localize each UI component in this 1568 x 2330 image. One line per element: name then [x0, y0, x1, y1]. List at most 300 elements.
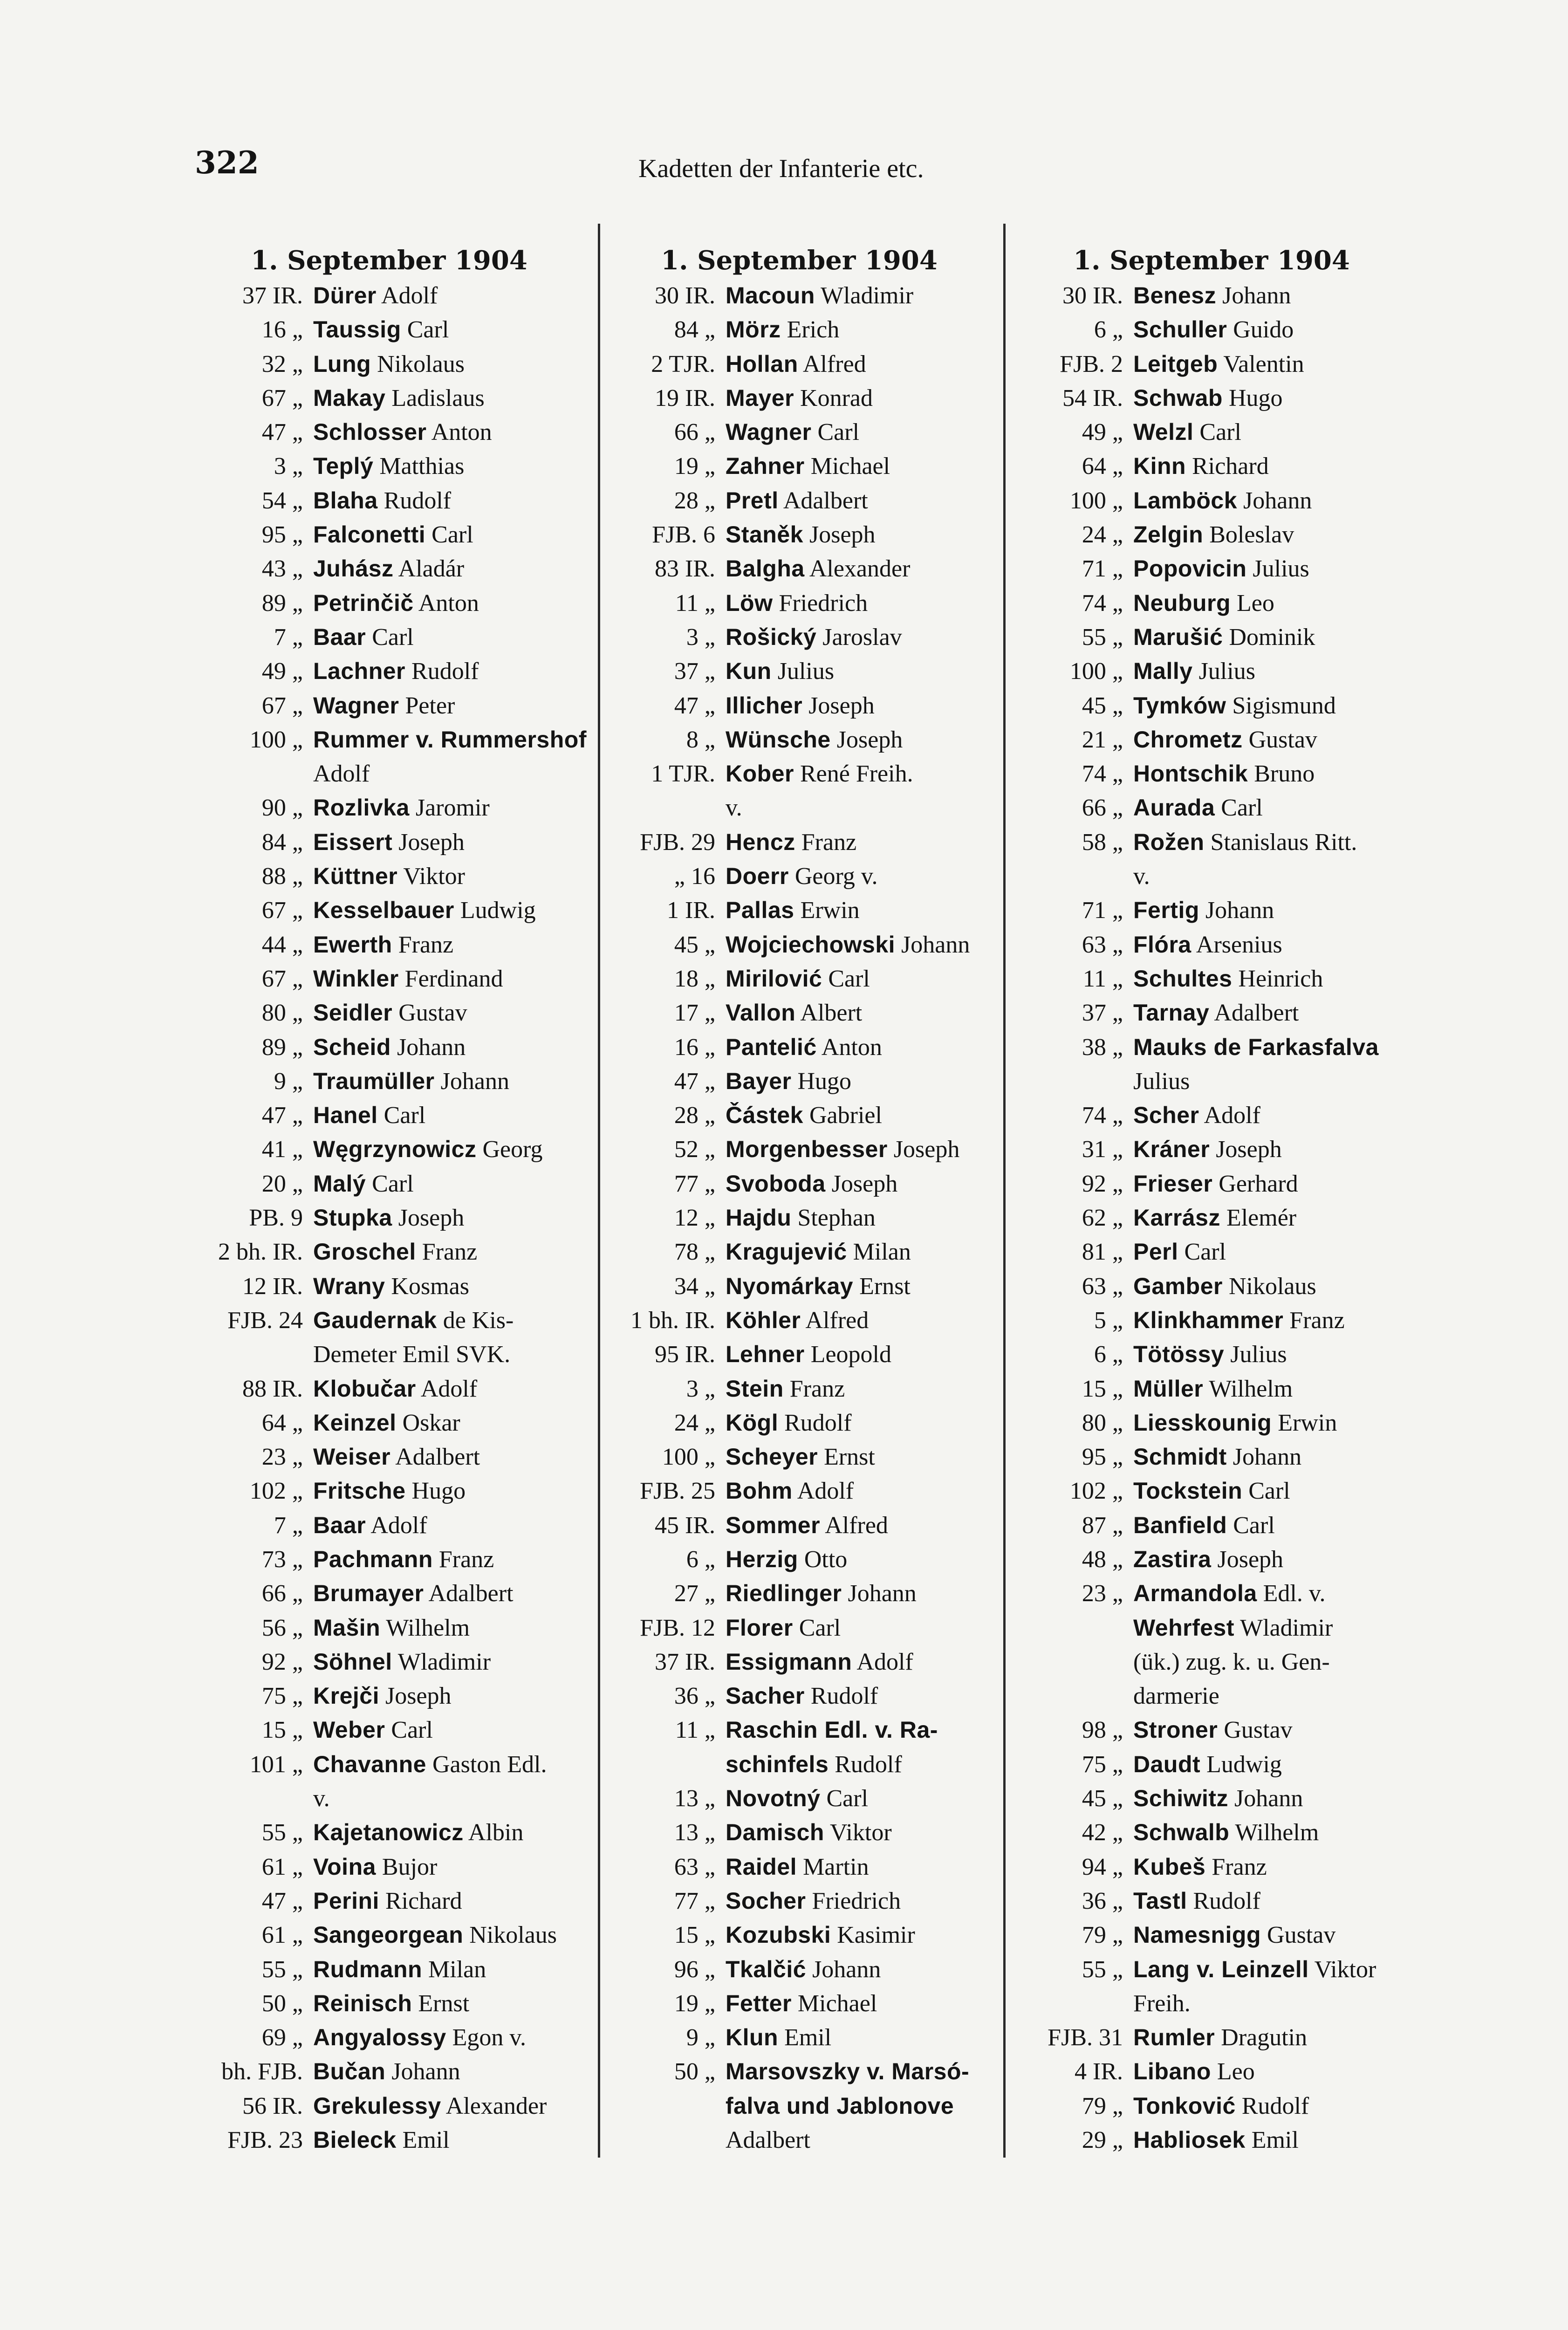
surname: Pantelić	[726, 1034, 817, 1060]
regiment-designation: 37 „	[1082, 1000, 1123, 1027]
roster-entry	[186, 757, 592, 791]
cadet-name	[1133, 1576, 1417, 1610]
cadet-name	[1133, 1474, 1417, 1508]
regiment-designation: 41 „	[261, 1136, 303, 1163]
regiment-designation: 11 „	[1082, 965, 1123, 992]
surname: Malý	[313, 1170, 366, 1197]
given-name: Rudolf	[835, 1751, 902, 1778]
regiment-designation: 11 „	[675, 1717, 715, 1744]
regiment-designation: 61 „	[261, 1922, 303, 1949]
cadet-name	[726, 654, 1000, 688]
surname: Sommer	[726, 1512, 821, 1538]
cadet-name	[313, 1953, 592, 1987]
regiment-designation: 79 „	[1082, 1922, 1123, 1949]
surname: Lung	[313, 350, 371, 377]
regiment-designation: 100 „	[662, 1444, 715, 1471]
given-name: Carl	[1199, 419, 1241, 446]
given-name: Edl. v.	[1263, 1580, 1326, 1607]
given-name: Johann	[391, 2058, 460, 2085]
cadet-name	[313, 1987, 592, 2021]
given-name: Adolf	[420, 1375, 478, 1402]
cadet-name	[726, 757, 1000, 791]
regiment-designation: 89 „	[261, 1034, 303, 1061]
given-name: v.	[313, 1785, 330, 1812]
cadet-name	[313, 1884, 592, 1918]
surname: Částek	[726, 1102, 803, 1129]
cadet-name	[726, 1542, 1000, 1576]
roster-entry	[1007, 552, 1417, 586]
surname: Pallas	[726, 897, 794, 924]
roster-entry	[186, 825, 592, 859]
cadet-name	[726, 1576, 1000, 1610]
cadet-name	[726, 518, 1000, 552]
given-name: Hugo	[797, 1068, 852, 1095]
regiment-designation: 47 „	[261, 1887, 303, 1914]
regiment-designation: 28 „	[674, 487, 715, 514]
cadet-name	[1133, 689, 1417, 723]
cadet-name	[726, 2123, 1000, 2157]
regiment-designation: FJB. 23	[227, 2127, 303, 2154]
given-name: Emil	[784, 2024, 832, 2051]
surname: Brumayer	[313, 1580, 424, 1607]
regiment-designation: 31 „	[1082, 1136, 1123, 1163]
cadet-name	[313, 996, 592, 1030]
regiment-designation: 88 „	[261, 863, 303, 890]
given-name: Julius	[1198, 658, 1255, 685]
cadet-name	[726, 689, 1000, 723]
regiment-designation: 2 bh. IR.	[218, 1239, 303, 1266]
roster-entry	[1007, 1816, 1417, 1850]
regiment-designation: 77 „	[674, 1887, 715, 1914]
given-name: Stanislaus Ritt.	[1210, 829, 1357, 856]
roster-entry	[186, 1337, 592, 1371]
given-name: Carl	[431, 521, 473, 548]
surname: Flóra	[1133, 931, 1191, 958]
cadet-name	[726, 1337, 1000, 1371]
roster-entry	[1007, 2055, 1417, 2089]
cadet-name	[313, 859, 592, 893]
given-name: Rudolf	[1241, 2092, 1309, 2119]
cadet-name	[726, 1850, 1000, 1884]
regiment-designation: 64 „	[1082, 453, 1123, 480]
roster-entry	[1007, 1645, 1417, 1679]
regiment-designation: 44 „	[261, 931, 303, 958]
given-name: Adolf	[856, 1648, 913, 1675]
cadet-name	[313, 279, 592, 313]
regiment-designation: 89 „	[261, 589, 303, 617]
regiment-designation: 19 „	[674, 453, 715, 480]
given-name: Joseph	[1216, 1136, 1282, 1163]
given-name: Rudolf	[784, 1409, 852, 1436]
cadet-name	[726, 347, 1000, 381]
surname: Chavanne	[313, 1751, 426, 1777]
surname: Kragujević	[726, 1239, 847, 1265]
column-heading: 1. September 1904	[661, 245, 938, 276]
cadet-name	[313, 313, 592, 347]
roster-entry	[186, 279, 592, 313]
given-name: Alfred	[805, 1307, 869, 1334]
roster-entry	[599, 2123, 1000, 2157]
surname: Rozlivka	[313, 795, 410, 821]
surname: Wagner	[726, 419, 812, 445]
cadet-name	[1133, 381, 1417, 415]
given-name: Carl	[828, 965, 870, 992]
roster-entry	[186, 1508, 592, 1542]
given-name: Ernst	[418, 1990, 470, 2017]
given-name: Albert	[800, 1000, 863, 1027]
given-name: Carl	[407, 316, 449, 343]
cadet-name	[726, 1064, 1000, 1098]
cadet-name	[1133, 893, 1417, 927]
regiment-designation: 78 „	[674, 1239, 715, 1266]
cadet-name	[726, 723, 1000, 757]
given-name: Johann	[440, 1068, 509, 1095]
cadet-name	[1133, 1337, 1417, 1371]
roster-entry	[599, 1337, 1000, 1371]
given-name: Joseph	[398, 829, 465, 856]
regiment-designation: 45 „	[674, 931, 715, 958]
surname: Groschel	[313, 1239, 416, 1265]
given-name: Johann	[1234, 1785, 1303, 1812]
roster-entry	[186, 1576, 592, 1610]
cadet-name	[313, 1713, 592, 1747]
roster-entry	[186, 996, 592, 1030]
roster-entry	[1007, 1406, 1417, 1440]
roster-entry	[599, 1235, 1000, 1269]
regiment-designation: 88 IR.	[242, 1375, 303, 1402]
roster-entry	[1007, 1064, 1417, 1098]
cadet-name	[1133, 1269, 1417, 1303]
cadet-name	[1133, 1132, 1417, 1166]
surname: Juhász	[313, 555, 394, 582]
roster-entry	[599, 1167, 1000, 1201]
surname: Gamber	[1133, 1273, 1223, 1299]
roster-entry	[1007, 1303, 1417, 1337]
regiment-designation: 7 „	[274, 1512, 303, 1539]
roster-list	[1007, 279, 1417, 2157]
cadet-name	[313, 1064, 592, 1098]
cadet-name	[313, 586, 592, 620]
given-name: Carl	[383, 1102, 426, 1129]
cadet-name	[313, 1474, 592, 1508]
regiment-designation: 66 „	[261, 1580, 303, 1607]
surname: Tarnay	[1133, 1000, 1210, 1026]
given-name: Stephan	[797, 1205, 876, 1232]
roster-entry	[599, 1542, 1000, 1576]
roster-entry	[1007, 586, 1417, 620]
regiment-designation: 67 „	[261, 384, 303, 411]
given-name: Joseph	[893, 1136, 960, 1163]
given-name: Johann	[1205, 897, 1274, 924]
roster-entry	[599, 552, 1000, 586]
roster-entry	[599, 1474, 1000, 1508]
roster-entry	[186, 2021, 592, 2055]
cadet-name	[1133, 757, 1417, 791]
column-separator	[1003, 224, 1006, 2158]
roster-entry	[186, 1953, 592, 1987]
surname: Staněk	[726, 521, 803, 548]
roster-entry	[186, 2089, 592, 2123]
surname: Kráner	[1133, 1136, 1210, 1163]
roster-entry	[599, 1782, 1000, 1816]
roster-entry	[186, 928, 592, 962]
surname: Habliosek	[1133, 2127, 1246, 2153]
cadet-name	[313, 381, 592, 415]
regiment-designation: 73 „	[261, 1546, 303, 1573]
roster-entry	[599, 962, 1000, 996]
roster-entry	[1007, 415, 1417, 449]
roster-entry	[599, 1850, 1000, 1884]
given-name: Joseph	[808, 692, 875, 719]
cadet-name	[726, 2055, 1000, 2089]
regiment-designation: PB. 9	[249, 1205, 303, 1232]
surname: Illicher	[726, 692, 803, 719]
page-number: 322	[195, 144, 259, 181]
given-name: Emil	[1251, 2127, 1299, 2154]
surname: Fetter	[726, 1990, 792, 2016]
roster-entry	[186, 1987, 592, 2021]
regiment-designation: 83 IR.	[655, 555, 715, 582]
given-name: Julius	[777, 658, 835, 685]
roster-entry	[186, 1542, 592, 1576]
roster-entry	[599, 381, 1000, 415]
regiment-designation: 13 „	[674, 1785, 715, 1812]
regiment-designation: 100 „	[1069, 658, 1123, 685]
cadet-name	[726, 1269, 1000, 1303]
cadet-name	[1133, 2089, 1417, 2123]
regiment-designation: 45 „	[1082, 692, 1123, 719]
regiment-designation: 19 „	[674, 1990, 715, 2017]
roster-entry	[186, 552, 592, 586]
cadet-name	[1133, 825, 1417, 859]
surname: Schmidt	[1133, 1444, 1227, 1470]
given-name: Nikolaus	[469, 1922, 557, 1949]
roster-entry	[1007, 723, 1417, 757]
roster-entry	[186, 723, 592, 757]
roster-entry	[599, 996, 1000, 1030]
regiment-designation: 92 „	[261, 1648, 303, 1675]
given-name: Joseph	[831, 1170, 898, 1197]
regiment-designation: 24 „	[674, 1409, 715, 1436]
given-name: Nikolaus	[377, 350, 465, 377]
roster-entry	[1007, 1884, 1417, 1918]
surname: Lehner	[726, 1341, 805, 1368]
regiment-designation: 81 „	[1082, 1239, 1123, 1266]
surname: Blaha	[313, 487, 378, 514]
given-name: Gerhard	[1219, 1170, 1298, 1197]
regiment-designation: 2 TJR.	[651, 350, 715, 377]
surname: Raidel	[726, 1853, 797, 1880]
cadet-name	[313, 1303, 592, 1337]
cadet-name	[1133, 449, 1417, 483]
surname: Schlosser	[313, 419, 427, 445]
roster-entry	[186, 2055, 592, 2089]
roster-entry	[599, 586, 1000, 620]
cadet-name	[726, 1303, 1000, 1337]
cadet-name	[726, 2089, 1000, 2123]
regiment-designation: 7 „	[274, 624, 303, 651]
cadet-name	[726, 859, 1000, 893]
surname: Schwab	[1133, 384, 1223, 411]
surname: Rumler	[1133, 2024, 1215, 2051]
regiment-designation: 63 „	[674, 1853, 715, 1880]
regiment-designation: 77 „	[674, 1170, 715, 1197]
given-name: Kasimir	[837, 1922, 915, 1949]
given-name: Hugo	[411, 1478, 466, 1505]
roster-entry	[1007, 2021, 1417, 2055]
surname: Vallon	[726, 1000, 796, 1026]
roster-entry	[1007, 1372, 1417, 1406]
surname: Zelgin	[1133, 521, 1204, 548]
cadet-name	[1133, 791, 1417, 825]
cadet-name	[726, 1372, 1000, 1406]
cadet-name	[313, 825, 592, 859]
given-name: Johann	[1243, 487, 1312, 514]
roster-entry	[599, 723, 1000, 757]
roster-entry	[186, 1303, 592, 1337]
roster-entry	[1007, 928, 1417, 962]
given-name: Franz	[1212, 1853, 1267, 1880]
given-name: Rudolf	[1193, 1887, 1260, 1914]
cadet-name	[313, 1748, 592, 1782]
regiment-designation: 3 „	[274, 453, 303, 480]
given-name: Albin	[468, 1819, 524, 1846]
given-name: Wladimir	[820, 282, 914, 309]
surname: Klobučar	[313, 1375, 416, 1402]
regiment-designation: 18 „	[674, 965, 715, 992]
given-name: Carl	[826, 1785, 869, 1812]
surname: Mörz	[726, 316, 781, 343]
roster-entry	[1007, 825, 1417, 859]
cadet-name	[726, 2021, 1000, 2055]
surname: Nyomárkay	[726, 1273, 854, 1299]
column-3	[1007, 242, 1417, 2157]
cadet-name	[313, 347, 592, 381]
roster-entry	[186, 962, 592, 996]
given-name: Anton	[821, 1034, 882, 1061]
given-name: Johann	[1222, 282, 1291, 309]
surname: Benesz	[1133, 282, 1217, 308]
given-name: Hugo	[1228, 384, 1283, 411]
given-name: Adolf	[313, 761, 370, 788]
cadet-name	[313, 518, 592, 552]
roster-entry	[186, 620, 592, 654]
roster-entry	[186, 1645, 592, 1679]
regiment-designation: 75 „	[1082, 1751, 1123, 1778]
regiment-designation: 16 „	[261, 316, 303, 343]
regiment-designation: 80 „	[261, 1000, 303, 1027]
cadet-name	[726, 1132, 1000, 1166]
roster-entry	[599, 1645, 1000, 1679]
roster-entry	[599, 1679, 1000, 1713]
cadet-name	[313, 620, 592, 654]
surname: Winkler	[313, 965, 399, 992]
regiment-designation: 67 „	[261, 897, 303, 924]
roster-entry	[1007, 1269, 1417, 1303]
roster-entry	[1007, 1782, 1417, 1816]
cadet-name	[726, 1098, 1000, 1132]
surname: Mally	[1133, 658, 1193, 685]
roster-entry	[599, 2055, 1000, 2089]
cadet-name	[313, 928, 592, 962]
regiment-designation: 3 „	[686, 1375, 715, 1402]
given-name: Erwin	[1278, 1409, 1337, 1436]
roster-entry	[1007, 381, 1417, 415]
roster-entry	[599, 1064, 1000, 1098]
surname: Teplý	[313, 453, 374, 480]
regiment-designation: FJB. 29	[640, 829, 715, 856]
cadet-name	[726, 1782, 1000, 1816]
surname: Kinn	[1133, 453, 1186, 480]
cadet-name	[1133, 1884, 1417, 1918]
cadet-name	[1133, 1201, 1417, 1235]
given-name: Michael	[797, 1990, 877, 2017]
surname: Leitgeb	[1133, 350, 1218, 377]
cadet-name	[726, 1611, 1000, 1645]
regiment-designation: 42 „	[1082, 1819, 1123, 1846]
roster-entry	[599, 1030, 1000, 1064]
given-name: Viktor	[830, 1819, 892, 1846]
given-name: Joseph	[1217, 1546, 1284, 1573]
surname: Libano	[1133, 2058, 1211, 2085]
given-name: Joseph	[809, 521, 876, 548]
given-name: Aladár	[398, 555, 465, 582]
roster-entry	[599, 893, 1000, 927]
roster-entry	[186, 1713, 592, 1747]
given-name: Gustav	[398, 1000, 467, 1027]
roster-entry	[186, 347, 592, 381]
regiment-designation: bh. FJB.	[221, 2058, 303, 2085]
surname: Mirilović	[726, 965, 822, 992]
roster-entry	[599, 1884, 1000, 1918]
surname: Seidler	[313, 1000, 393, 1026]
cadet-name	[1133, 1167, 1417, 1201]
given-name: Rudolf	[411, 658, 479, 685]
cadet-name	[726, 1713, 1000, 1747]
cadet-name	[726, 1235, 1000, 1269]
given-name: Matthias	[379, 453, 465, 480]
cadet-name	[313, 1201, 592, 1235]
roster-entry	[186, 1132, 592, 1166]
roster-entry	[186, 1782, 592, 1816]
cadet-name	[726, 1748, 1000, 1782]
cadet-name	[1133, 1406, 1417, 1440]
surname: Schuller	[1133, 316, 1227, 343]
given-name: Jaromir	[415, 795, 490, 822]
surname: Namesnigg	[1133, 1922, 1261, 1948]
roster-entry	[1007, 996, 1417, 1030]
given-name: Otto	[804, 1546, 848, 1573]
regiment-designation: FJB. 2	[1060, 350, 1123, 377]
given-name: Valentin	[1223, 350, 1304, 377]
given-name: Michael	[810, 453, 890, 480]
given-name: Jaroslav	[822, 624, 902, 651]
cadet-name	[726, 449, 1000, 483]
given-name: Adolf	[381, 282, 438, 309]
surname: Raschin Edl. v. Ra-	[726, 1717, 938, 1743]
roster-entry	[186, 893, 592, 927]
given-name: Adolf	[370, 1512, 427, 1539]
given-name: v.	[1133, 863, 1150, 890]
regiment-designation: 66 „	[1082, 795, 1123, 822]
regiment-designation: 30 IR.	[1062, 282, 1123, 309]
roster-entry	[186, 689, 592, 723]
cadet-name	[1133, 620, 1417, 654]
surname: Banfield	[1133, 1512, 1227, 1538]
surname: Ewerth	[313, 931, 392, 958]
given-name: Emil	[402, 2127, 450, 2154]
given-name: Nikolaus	[1228, 1273, 1316, 1300]
